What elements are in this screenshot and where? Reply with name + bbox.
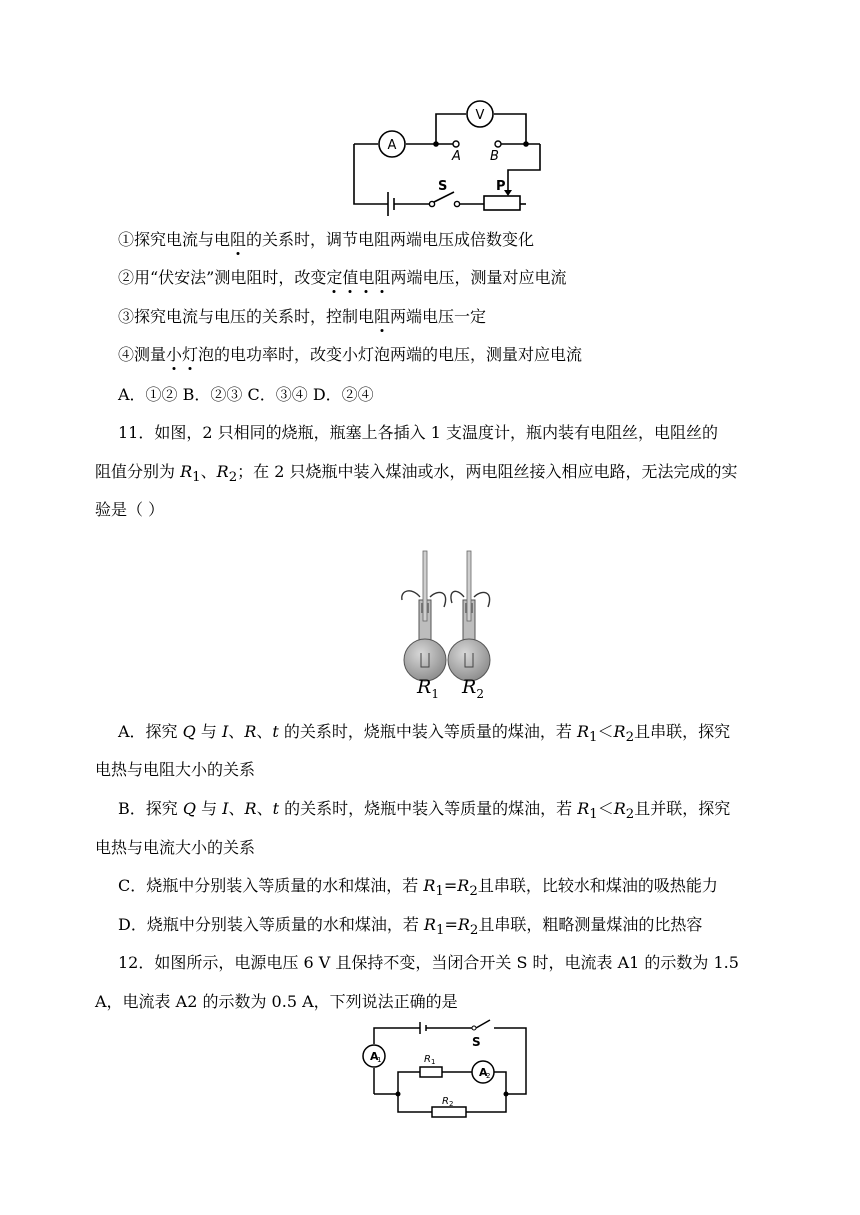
option-4: ④测量小灯泡的电功率时，改变小灯泡两端的电压，测量对应电流 bbox=[118, 345, 583, 364]
flask-label-r2: $R_2$ bbox=[462, 676, 484, 701]
circuit-figure-1 bbox=[350, 98, 550, 216]
terminal-b bbox=[495, 141, 501, 147]
switch-label: S bbox=[438, 179, 448, 194]
q11-option-c: C．烧瓶中分别装入等质量的水和煤油，若 $R_1=R_2$且串联，比较水和煤油的吸热能力 bbox=[118, 876, 718, 900]
a2-label: A bbox=[479, 1066, 488, 1079]
flasks-figure bbox=[392, 545, 502, 695]
q11-option-d: D．烧瓶中分别装入等质量的水和煤油，若 $R_1=R_2$且串联，粗略测量煤油的比热容 bbox=[118, 915, 703, 939]
q11-line-1: 11．如图，2 只相同的烧瓶，瓶塞上各插入 1 支温度计，瓶内装有电阻丝，电阻丝的 bbox=[118, 423, 718, 442]
q11-option-a-line-1: A．探究 Q 与 I、R、t 的关系时，烧瓶中装入等质量的煤油，若 $R_1<R_2$且串联，探究 bbox=[118, 722, 731, 746]
terminal-a-label: A bbox=[452, 149, 461, 164]
a1-sub: 1 bbox=[377, 1056, 382, 1064]
option-1: ①探究电流与电阻的关系时，调节电阻两端电压成倍数变化 bbox=[118, 230, 535, 249]
a2-sub: 2 bbox=[486, 1072, 491, 1080]
flask-r1-icon bbox=[402, 551, 446, 681]
q12-line-1: 12．如图所示，电源电压 6 V 且保持不变，当闭合开关 S 时，电流表 A1 的示数为 1.5 bbox=[118, 953, 739, 972]
r2-label: R bbox=[442, 1096, 449, 1107]
option-3: ③探究电流与电压的关系时，控制电阻两端电压一定 bbox=[118, 307, 487, 326]
answer-choices-10: A．①② B．②③ C．③④ D．②④ bbox=[118, 385, 374, 404]
switch-s-label: S bbox=[472, 1035, 481, 1049]
q11-option-b-line-1: B．探究 Q 与 I、R、t 的关系时，烧瓶中装入等质量的煤油，若 $R_1<R_2$且并联，探究 bbox=[118, 799, 731, 823]
q11-line-2: 阻值分别为 $R_1$、$R_2$；在 2 只烧瓶中装入煤油或水，两电阻丝接入相应电路，无法完成的实 bbox=[95, 462, 738, 486]
r1-label: R bbox=[424, 1054, 431, 1065]
flask-label-r1: $R_1$ bbox=[417, 676, 439, 701]
ammeter-label: A bbox=[387, 138, 397, 153]
terminal-a bbox=[453, 141, 459, 147]
voltmeter-label: V bbox=[475, 108, 485, 123]
a1-label: A bbox=[370, 1050, 379, 1063]
q11-line-3: 验是（ ） bbox=[95, 500, 165, 519]
q11-option-a-line-2: 电热与电阻大小的关系 bbox=[95, 760, 256, 779]
r1-sub: 1 bbox=[431, 1058, 436, 1066]
q12-line-2: A，电流表 A2 的示数为 0.5 A，下列说法正确的是 bbox=[95, 992, 458, 1011]
option-2: ②用“伏安法”测电阻时，改变定值电阻两端电压，测量对应电流 bbox=[118, 268, 567, 287]
terminal-b-label: B bbox=[490, 149, 499, 164]
flask-r2-icon bbox=[448, 551, 490, 681]
q11-option-b-line-2: 电热与电流大小的关系 bbox=[95, 838, 256, 857]
r2-sub: 2 bbox=[449, 1100, 454, 1108]
slider-label: P bbox=[496, 179, 506, 194]
circuit-figure-2 bbox=[360, 1022, 530, 1122]
